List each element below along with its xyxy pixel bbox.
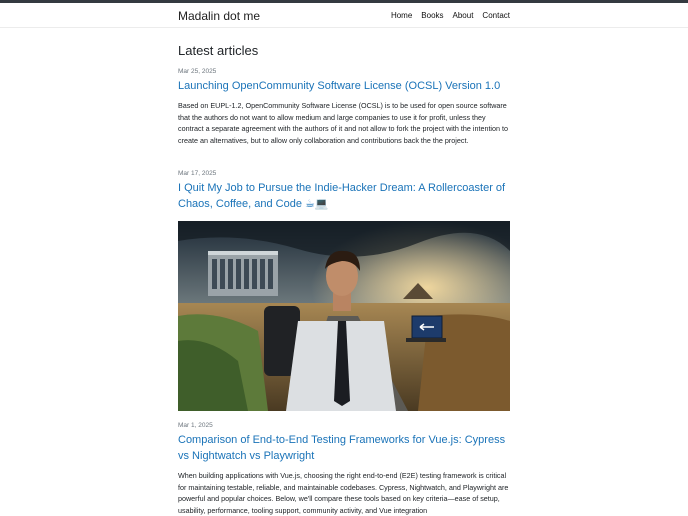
article-date: Mar 17, 2025 xyxy=(178,170,217,177)
article-item xyxy=(178,170,510,411)
article-item xyxy=(178,422,510,516)
hero-illustration xyxy=(178,221,510,411)
page-title: Latest articles xyxy=(178,43,259,58)
article-title-link[interactable]: Comparison of End-to-End Testing Frameworks for Vue.js: Cypress vs Nightwatch vs Playwright xyxy=(178,434,506,462)
nav-contact[interactable]: Contact xyxy=(482,11,510,20)
navbar xyxy=(0,3,688,28)
site-brand[interactable]: Madalin dot me xyxy=(178,9,261,23)
article-hero-image[interactable] xyxy=(178,221,510,411)
laptop xyxy=(406,316,446,342)
office-building xyxy=(208,251,278,296)
nav-home[interactable]: Home xyxy=(390,11,413,20)
article-item xyxy=(178,68,510,146)
nav-about[interactable]: About xyxy=(452,11,474,20)
main-nav xyxy=(382,11,510,20)
article-date: Mar 25, 2025 xyxy=(178,68,217,75)
article-excerpt: Based on EUPL-1.2, OpenCommunity Software License (OCSL) is to be used for open source software that the authors do not want to allow medium and large companies to use it for profit, unless they contract a separate agreement with the authors of it and not allow to fork the project with the intention to create an alternatives, but to allow only collaboration and contributions back the the project. xyxy=(178,101,509,145)
nav-books[interactable]: Books xyxy=(421,11,444,20)
article-excerpt: When building applications with Vue.js, choosing the right end-to-end (E2E) testing framework is critical for maintaining testable, reliable, and maintainable codebases. Cypress, Nightwatch, and Playwright are powerful and popular choices. Below, we'll compare these tools based on key criteria—ease of setup, usability, performance, tooling support, community activity, and Vue integration xyxy=(178,471,509,515)
article-date: Mar 1, 2025 xyxy=(178,422,213,429)
article-title-link[interactable]: Launching OpenCommunity Software License (OCSL) Version 1.0 xyxy=(178,80,501,92)
article-title-link[interactable]: I Quit My Job to Pursue the Indie-Hacker Dream: A Rollercoaster of Chaos, Coffee, and Code ☕💻 xyxy=(178,182,506,210)
